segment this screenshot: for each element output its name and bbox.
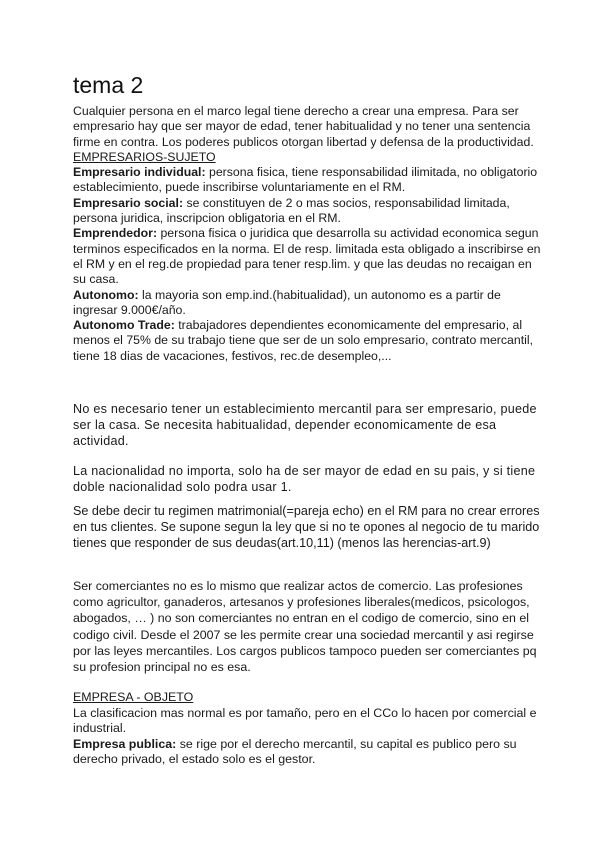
definition-item (73, 737, 543, 768)
definition-term: Empresario social: (73, 195, 184, 210)
definition-item (73, 165, 543, 196)
definition-term: Autonomo Trade: (73, 318, 175, 333)
section-intro: La clasificacion mas normal es por tamaño, pero en el CCo lo hacen por comercial e industrial. (73, 705, 537, 736)
definition-text: se constituyen de 2 o mas socios, responsabilidad limitada, persona juridica, inscripcion obligatoria en el RM. (73, 195, 510, 226)
body-paragraph: No es necesario tener un establecimiento mercantil para ser empresario, puede ser la casa. Se necesita habitualidad, depender economicamente de esa actividad. (73, 402, 537, 449)
definition-text: se rige por el derecho mercantil, su capital es publico pero su derecho privado, el estado solo es el gestor. (73, 736, 517, 767)
definition-text: la mayoria son emp.ind.(habitualidad), un autonomo es a partir de ingresar 9.000€/año. (73, 287, 501, 317)
definition-text: persona fisica, tiene responsabilidad ilimitada, no obligatorio establecimiento, puede inscribirse voluntariamente en el RM. (73, 165, 538, 195)
definition-term: Emprendedor: (73, 226, 158, 241)
definition-term: Empresario individual: (73, 165, 206, 180)
definition-text: persona fisica o juridica que desarrolla su actividad economica segun terminos especificados en la norma. El de resp. limitada esta obligado a inscribirse en el RM y en el reg.de propiedad para tener resp.lim. y que las deudas no recaigan en su casa. (73, 226, 541, 287)
body-paragraph: La nacionalidad no importa, solo ha de ser mayor de edad en su pais, y si tiene doble nacionalidad solo podra usar 1. (73, 464, 536, 495)
section-heading-empresa: EMPRESA - OBJETO (73, 690, 194, 704)
definition-item (73, 288, 543, 319)
section-heading-empresarios: EMPRESARIOS-SUJETO (73, 149, 216, 164)
page-title: tema 2 (73, 72, 144, 98)
intro-text: Cualquier persona en el marco legal tiene derecho a crear una empresa. Para ser empresario hay que ser mayor de edad, tener habitualidad y no tener una sentencia firme en contra. Los poderes publicos otorgan libertad y defensa de la productividad. (73, 104, 534, 149)
body-paragraph: Se debe decir tu regimen matrimonial(=pareja echo) en el RM para no crear errores en tus clientes. Se supone segun la ley que si no te opones al negocio de tu marido tienes que responder de sus deudas(art.10,11) (menos las herencias-art.9) (73, 504, 540, 551)
definition-item (73, 318, 543, 364)
body-paragraph: Ser comerciantes no es lo mismo que realizar actos de comercio. Las profesiones como agricultor, ganaderos, artesanos y profesiones liberales(medicos, psicologos, abogados, … ) no son comerciantes no entran en el codigo de comercio, sino en el codigo civil. Desde el 2007 se les permite crear una sociedad mercantil y asi regirse por las leyes mercantiles. Los cargos publicos tampoco pueden ser comerciantes pq su profesion principal no es esa. (73, 579, 537, 675)
empresa-section (73, 690, 543, 768)
definition-item (73, 226, 543, 287)
definition-text: trabajadores dependientes economicamente del empresario, al menos el 75% de su trabajo tiene que ser de un solo empresario, contrato mercantil, tiene 18 dias de vacaciones, festivos, rec.de desempleo,... (73, 318, 534, 363)
definition-item (73, 196, 543, 227)
intro-paragraph (73, 104, 543, 364)
definition-term: Autonomo: (73, 287, 139, 302)
definition-term: Empresa publica: (73, 736, 177, 751)
